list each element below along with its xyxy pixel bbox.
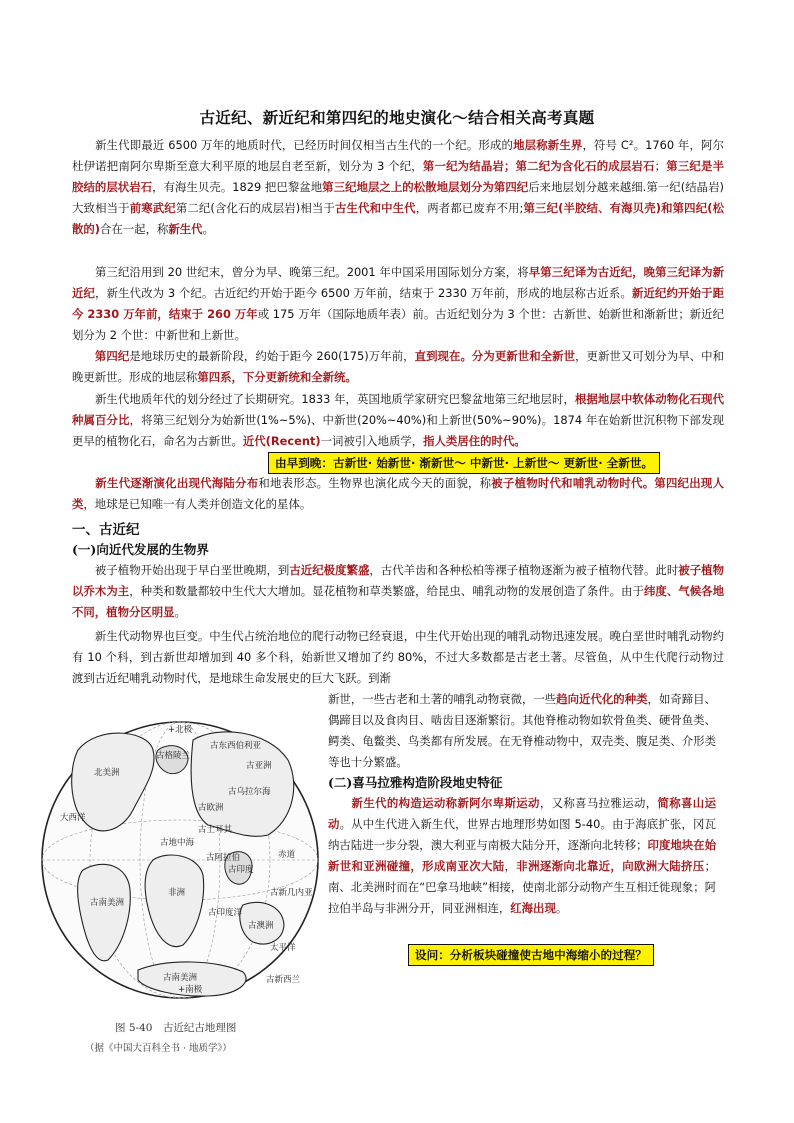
section-heading-paleogene: 一、古近纪 <box>72 522 140 538</box>
body-text: ，符号 C²。1760 年，阿尔杜伊诺把南阿尔卑斯至意大利平原的地层自老至新，划分为 3 个纪， <box>72 138 725 173</box>
body-text: 。 <box>202 222 214 236</box>
body-text <box>72 476 95 490</box>
highlighted-text: 新生代的构造运动称新阿尔卑斯运动 <box>351 796 540 810</box>
body-text: 第三纪沿用到 20 世纪末，曾分为早、晚第三纪。2001 年中国采用国际划分方案，将 <box>72 265 529 279</box>
map-label-atlantic: 大西洋 <box>60 813 86 823</box>
paleogene-paleogeography-map <box>38 690 323 1060</box>
highlighted-text: 直到现在。分为更新世和全新世 <box>414 349 576 363</box>
body-text: ； <box>654 159 667 173</box>
body-text: 新生代地质年代的划分经过了长期研究。1833 年，英国地质学家研究巴黎盆地第三纪地层时， <box>72 392 575 406</box>
body-text: 被子植物开始出现于早白垩世晚期，到 <box>72 563 290 577</box>
body-text: ，地球是已知唯一有人类并创造文化的星体。 <box>83 497 312 511</box>
map-label-east-siberia: 古东西伯利亚 <box>210 741 262 751</box>
map-label-south-pole: +南极 <box>178 985 203 995</box>
intro-paragraph-4 <box>72 389 724 452</box>
body-text: 。从中生代进入新生代，世界古地理形势如图 5-40。由于海底扩张，冈瓦纳古陆进一步分裂，澳大利亚与南极大陆分开，逐渐向北转移； <box>328 817 716 852</box>
map-label-australia: 古澳洲 <box>248 921 274 931</box>
map-label-tethys: 古地中海 <box>160 838 195 848</box>
highlighted-text: 纬度、气候各地不同，植物分区明显 <box>72 584 724 619</box>
body-text: ，种类和数量都较中生代大大增加。显花植物和草类繁盛，给昆虫、哺乳动物的发展创造了条件。由于 <box>129 584 644 598</box>
map-label-north-pole: +北极 <box>168 725 193 735</box>
highlighted-text: 红海出现 <box>510 901 556 915</box>
highlighted-text: 新生代逐渐演化出现代海陆分布 <box>95 476 259 490</box>
map-label-india: 古印度 <box>228 865 254 875</box>
map-label-south-america: 古南美洲 <box>90 898 125 908</box>
body-text: ，古代羊齿和各种松柏等裸子植物逐渐为被子植物代替。此时 <box>369 563 679 577</box>
highlighted-text: 第三纪是半胶结的层状岩石 <box>72 159 724 194</box>
page-title: 古近纪、新近纪和第四纪的地史演化～结合相关高考真题 <box>199 108 595 127</box>
body-text <box>72 349 95 363</box>
body-text: ，新生代改为 3 个纪。古近纪约开始于距今 6500 万年前，结束于 2330 万年前，形成的地层称古近系。 <box>95 286 632 300</box>
highlighted-text: 新生代 <box>168 222 203 236</box>
highlighted-text: 第一纪为结晶岩；第二纪为含化石的成层岩石 <box>422 159 655 173</box>
biosphere-paragraph-3 <box>328 689 716 773</box>
map-label-greenland: 古格陵兰 <box>156 751 191 761</box>
highlighted-text: 简称喜山运动 <box>328 796 716 831</box>
highlighted-text: 近代(Recent) <box>242 434 321 448</box>
body-text: 合在一起，称 <box>100 222 169 236</box>
highlighted-text: 被子植物以乔木为主 <box>72 563 724 598</box>
body-text: 第二纪(含化石的成层岩)相当于 <box>175 201 335 215</box>
highlighted-text: 地层称新生界 <box>513 138 583 152</box>
highlighted-text: 早第三纪译为古近纪，晚第三纪译为新近纪 <box>72 265 724 300</box>
epochs-callout-box: 由早到晚：古新世· 始新世· 渐新世～ 中新世· 上新世～ 更新世· 全新世。 <box>268 452 660 474</box>
body-text: 新生代即最近 6500 万年的地质时代，已经历时间仅相当古生代的一个纪。形成的 <box>72 138 514 152</box>
map-label-turgai: 古土耳其 <box>198 825 233 835</box>
highlighted-text: 第三纪地层之上的松散地层划分为第四纪 <box>322 180 529 194</box>
body-text: 新世，一些古老和土著的哺乳动物衰微，一些 <box>328 692 557 706</box>
map-label-asia: 古亚洲 <box>246 761 272 771</box>
map-label-arabia: 古阿拉伯 <box>206 853 241 863</box>
intro-paragraph-2 <box>72 262 724 346</box>
highlighted-text: 第四纪 <box>94 349 130 363</box>
map-caption: 图 5-40 古近纪古地理图 <box>115 1022 237 1034</box>
body-text: ，将第三纪划分为始新世(1%~5%)、中新世(20%~40%)和上新世(50%~90%)。1874 年在始新世沉积物下部发现更早的植物化石，命名为古新世。 <box>72 413 724 448</box>
intro-paragraph-3 <box>72 346 724 388</box>
map-label-africa: 非洲 <box>168 888 186 898</box>
highlighted-text: 根据地层中软体动物化石现代种属百分比 <box>72 392 724 427</box>
highlighted-text: 第四系，下分更新统和全新统。 <box>197 370 357 384</box>
highlighted-text: 被子植物时代和哺乳动物时代。第四纪出现人类 <box>72 476 724 511</box>
biosphere-paragraph-2 <box>72 626 724 689</box>
tectonics-paragraph <box>328 793 716 919</box>
highlighted-text: 非洲逐渐向北靠近，向欧洲大陆挤压 <box>516 859 705 873</box>
body-text: 新生代动物界也巨变。中生代占统治地位的爬行动物已经衰退，中生代开始出现的哺乳动物迅速发展。晚白垩世时哺乳动物约有 10 个科，到古新世却增加到 40 多个科，始新世又增加了约 80%，不过大多数都是古老土著。尽管鱼，从中生代爬行动物过渡到古近纪哺乳动物时代，是地球生命发展史的巨大飞跃。到渐 <box>72 629 724 685</box>
body-text: ；南、北美洲时而在“巴拿马地峡”相接，使南北部分动物产生互相迁徙现象；阿拉伯半岛与非洲分开，同亚洲相连， <box>328 859 716 915</box>
subheading-biosphere: (一)向近代发展的生物界 <box>72 542 209 557</box>
body-text: 一词被引入地质学， <box>320 434 424 448</box>
map-label-europe: 古欧洲 <box>198 803 224 813</box>
highlighted-text: 古生代和中生代 <box>334 201 416 215</box>
map-label-indian-ocean: 古印度洋 <box>208 908 243 918</box>
body-text: 后来地层划分越来越细.第一纪(结晶岩)大致相当于 <box>72 180 724 215</box>
body-text: ，更新世又可划分为早、中和晚更新世。形成的地层称 <box>72 349 724 384</box>
highlighted-text: 第三纪(半胶结、有海贝壳)和第四纪(松散的) <box>72 201 724 236</box>
map-label-pacific: 太平洋 <box>270 943 296 953</box>
highlighted-text: 印度地块在始新世和亚洲碰撞，形成南亚次大陆 <box>328 838 716 873</box>
highlighted-text: 趋向近代化的种类 <box>556 692 648 706</box>
highlighted-text: 指人类居住的时代。 <box>423 434 526 448</box>
biosphere-paragraph-1 <box>72 560 724 623</box>
map-label-new-zealand: 古新西兰 <box>266 975 301 985</box>
map-label-north-america: 北美洲 <box>94 768 120 778</box>
question-callout-box: 设问：分析板块碰撞使古地中海缩小的过程？ <box>408 944 654 966</box>
body-text: ，有海生贝壳。1829 把巴黎盆地 <box>152 180 323 194</box>
intro-paragraph-5 <box>72 473 724 515</box>
highlighted-text: 古近纪极度繁盛 <box>289 563 370 577</box>
intro-paragraph-1 <box>72 135 724 240</box>
body-text: 是地球历史的最新阶段，约始于距今 260(175)万年前， <box>129 349 415 363</box>
map-label-equator: 赤道 <box>278 850 296 860</box>
subheading-himalayan-stage: (二)喜马拉雅构造阶段地史特征 <box>328 775 503 790</box>
body-text: ，如奇蹄目、偶蹄目以及食肉目、啮齿目逐渐繁衍。其他脊椎动物如软骨鱼类、硬骨鱼类、鳄类、龟鳖类、鸟类都有所发展。在无脊椎动物中，双壳类、腹足类、介形类等也十分繁盛。 <box>328 692 716 769</box>
map-source: （据《中国大百科全书 · 地质学》） <box>85 1043 232 1054</box>
body-text: 。 <box>555 901 568 915</box>
body-text: 或 175 万年（国际地质年表）前。古近纪划分为 3 个世：古新世、始新世和渐新世；新近纪划分为 2 个世：中新世和上新世。 <box>72 307 724 342</box>
highlighted-text: 前寒武纪 <box>129 201 176 215</box>
map-label-ural: 古乌拉尔海 <box>228 787 271 797</box>
map-label-antarctica: 古南美洲 <box>163 973 198 983</box>
body-text: 和地表形态。生物界也演化成今天的面貌，称 <box>258 476 492 490</box>
body-text: ，又称喜马拉雅运动， <box>539 796 658 810</box>
body-text: 。 <box>174 605 186 619</box>
highlighted-text: 新近纪约开始于距今 2330 万年前，结束于 260 万年 <box>72 286 724 321</box>
body-text: ，两者都已废弃不用; <box>415 201 524 215</box>
body-text: ， <box>504 859 517 873</box>
body-text <box>328 796 352 810</box>
map-label-new-guinea: 古新几内亚 <box>270 888 313 898</box>
